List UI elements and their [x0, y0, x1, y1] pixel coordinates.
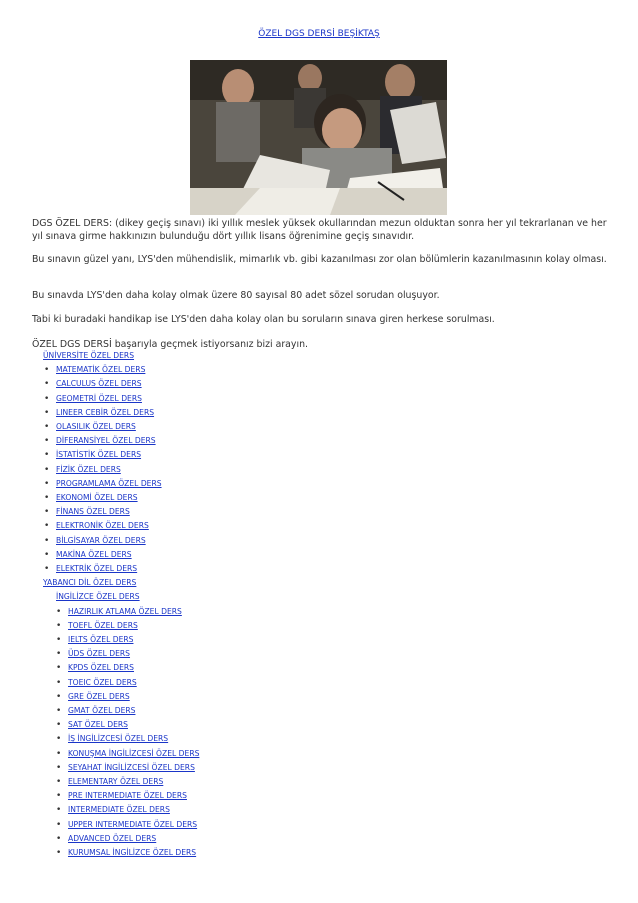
course-link-ingilizce[interactable]: UPPER INTERMEDIATE ÖZEL DERS	[68, 819, 198, 829]
course-link-universite[interactable]: PROGRAMLAMA ÖZEL DERS	[56, 478, 162, 488]
course-link-ingilizce[interactable]: TOEFL ÖZEL DERS	[68, 620, 138, 630]
course-link-universite[interactable]: GEOMETRİ ÖZEL DERS	[56, 393, 142, 403]
course-link-universite[interactable]: FİZİK ÖZEL DERS	[56, 464, 121, 474]
course-link-universite[interactable]: İSTATİSTİK ÖZEL DERS	[56, 450, 142, 460]
list-bullet: •	[56, 819, 62, 830]
course-link-ingilizce[interactable]: ADVANCED ÖZEL DERS	[68, 833, 157, 843]
list-bullet: •	[56, 748, 62, 759]
list-bullet: •	[44, 507, 50, 518]
course-link-universite[interactable]: EKONOMİ ÖZEL DERS	[56, 493, 138, 502]
course-link-ingilizce[interactable]: GMAT ÖZEL DERS	[68, 706, 136, 715]
course-link-universite[interactable]: BİLGİSAYAR ÖZEL DERS	[56, 535, 146, 545]
list-bullet: •	[56, 720, 62, 731]
list-bullet: •	[44, 478, 50, 489]
list-bullet: •	[56, 791, 62, 802]
list-bullet: •	[44, 393, 50, 404]
course-link-ingilizce[interactable]: KONUŞMA İNGİLİZCESİ ÖZEL DERS	[68, 748, 200, 758]
course-link-ingilizce[interactable]: SAT ÖZEL DERS	[68, 720, 128, 730]
list-bullet: •	[56, 663, 62, 674]
course-link-ingilizce[interactable]: SEYAHAT İNGİLİZCESİ ÖZEL DERS	[68, 762, 195, 772]
list-bullet: •	[56, 762, 62, 773]
category-yabanci-dil-link[interactable]: YABANCI DİL ÖZEL DERS	[43, 578, 137, 588]
list-bullet: •	[56, 734, 62, 745]
course-link-ingilizce[interactable]: GRE ÖZEL DERS	[68, 691, 130, 701]
paragraph-handicap: Tabi ki buradaki handikap ise LYS'den daha kolay olan bu soruların sınava giren herkese sorulması.	[32, 314, 495, 325]
list-bullet: •	[44, 564, 50, 574]
course-link-ingilizce[interactable]: HAZIRLIK ATLAMA ÖZEL DERS	[68, 606, 182, 616]
category-universite-link[interactable]: ÜNİVERSİTE ÖZEL DERS	[43, 351, 135, 360]
list-bullet: •	[56, 606, 62, 617]
course-link-ingilizce[interactable]: KPDS ÖZEL DERS	[68, 663, 135, 673]
list-bullet: •	[44, 407, 50, 418]
list-bullet: •	[56, 848, 62, 858]
course-link-universite[interactable]: ELEKTRONİK ÖZEL DERS	[56, 521, 149, 531]
course-link-universite[interactable]: OLASILIK ÖZEL DERS	[56, 422, 136, 431]
list-bullet: •	[56, 777, 62, 787]
list-bullet: •	[44, 436, 50, 447]
category-ingilizce-link[interactable]: İNGİLİZCE ÖZEL DERS	[56, 592, 140, 602]
list-bullet: •	[44, 493, 50, 503]
list-bullet: •	[44, 422, 50, 432]
list-bullet: •	[56, 677, 62, 688]
course-link-ingilizce[interactable]: PRE INTERMEDIATE ÖZEL DERS	[68, 791, 187, 801]
course-link-universite[interactable]: MATEMATİK ÖZEL DERS	[56, 365, 146, 375]
list-bullet: •	[44, 379, 50, 390]
course-link-universite[interactable]: FİNANS ÖZEL DERS	[56, 507, 130, 517]
course-link-ingilizce[interactable]: INTERMEDIATE ÖZEL DERS	[68, 805, 170, 815]
paragraph-call: ÖZEL DGS DERSİ başarıyla geçmek istiyorsanız bizi arayın.	[32, 339, 309, 350]
course-link-ingilizce[interactable]: ÜDS ÖZEL DERS	[68, 649, 131, 659]
list-bullet: •	[44, 365, 50, 376]
course-link-universite[interactable]: CALCULUS ÖZEL DERS	[56, 379, 142, 389]
course-link-ingilizce[interactable]: KURUMSAL İNGİLİZCE ÖZEL DERS	[68, 848, 197, 857]
exam-photo	[190, 60, 447, 215]
course-link-ingilizce[interactable]: ELEMENTARY ÖZEL DERS	[68, 777, 164, 786]
list-bullet: •	[56, 620, 62, 631]
list-bullet: •	[56, 649, 62, 660]
list-bullet: •	[56, 635, 62, 645]
course-link-universite[interactable]: MAKİNA ÖZEL DERS	[56, 549, 132, 559]
list-bullet: •	[44, 535, 50, 546]
list-bullet: •	[56, 706, 62, 716]
course-link-ingilizce[interactable]: İŞ İNGİLİZCESİ ÖZEL DERS	[68, 734, 169, 744]
paragraph-questions: Bu sınavda LYS'den daha kolay olmak üzere 80 sayısal 80 adet sözel sorudan oluşuyor.	[32, 290, 440, 301]
list-bullet: •	[44, 521, 50, 532]
page-title-link[interactable]: ÖZEL DGS DERSİ BEŞİKTAŞ	[258, 29, 380, 39]
list-bullet: •	[44, 464, 50, 475]
paragraph-intro: DGS ÖZEL DERS: (dikey geçiş sınavı) iki yıllık meslek yüksek okullarından mezun olduktan sonra her yıl tekrarlanan ve her yıl sınava girme hakkınızın bulunduğu dört yıllık lisans öğrenimine geçiş sınavıdır.	[32, 218, 607, 242]
course-link-universite[interactable]: ELEKTRİK ÖZEL DERS	[56, 564, 138, 573]
list-bullet: •	[56, 833, 62, 844]
list-bullet: •	[56, 805, 62, 816]
list-bullet: •	[44, 450, 50, 461]
course-link-ingilizce[interactable]: TOEIC ÖZEL DERS	[68, 677, 137, 687]
course-link-ingilizce[interactable]: IELTS ÖZEL DERS	[68, 635, 134, 644]
paragraph-advantage: Bu sınavın güzel yanı, LYS'den mühendislik, mimarlık vb. gibi kazanılması zor olan bölümlerin kazanılmasının kolay olması.	[32, 254, 607, 265]
students-taking-exam-image	[190, 60, 447, 215]
course-link-universite[interactable]: DİFERANSİYEL ÖZEL DERS	[56, 436, 156, 446]
list-bullet: •	[44, 549, 50, 560]
course-link-universite[interactable]: LINEER CEBİR ÖZEL DERS	[56, 407, 155, 417]
list-bullet: •	[56, 691, 62, 702]
